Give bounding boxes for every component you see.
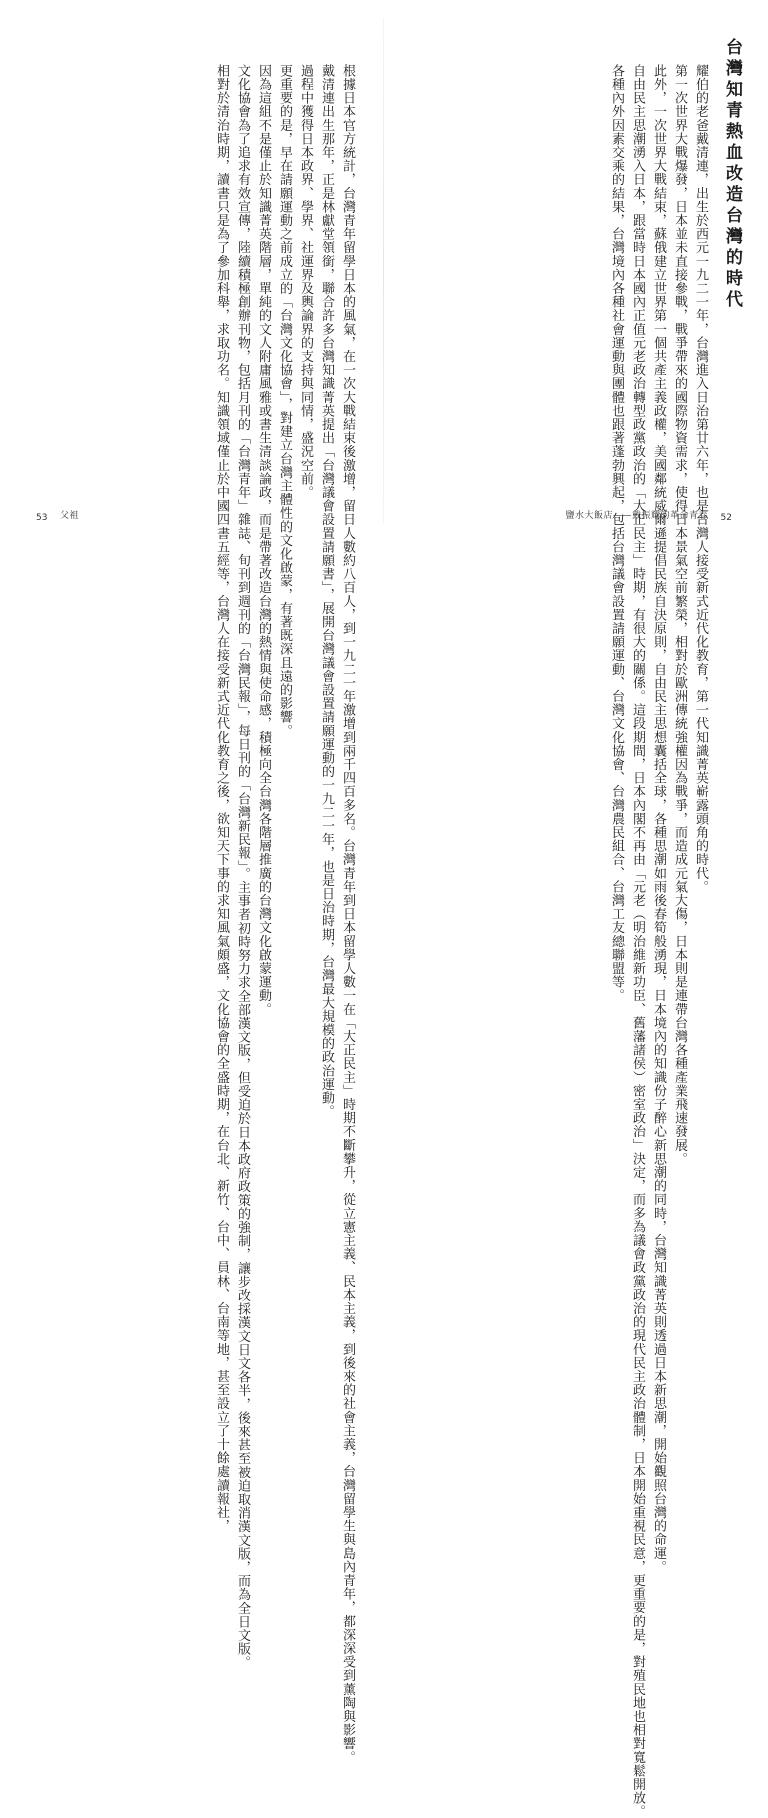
paragraph: 因為這組不是僅止於知識菁英階層，單純的文人附庸風雅或書生清談論政，而是帶著改造台灣的熱情與使命感，積極向全台灣各階層推廣的台灣文化啟蒙運動。 (256, 64, 271, 1016)
page-number-digit: 52 (720, 513, 732, 523)
paragraph: 相對於清治時期，讀書只是為了參加科舉，求取功名。知識領域僅止於中國四書五經等，台灣人在接受新式近代化教育之後，欲知天下事的求知風氣頗盛，文化協會的全盛時期，在台北、新竹、台中、員林、台南等地，甚至設立了十餘處讀報社， (214, 64, 229, 1533)
paragraph: 此外，一次世界大戰結束，蘇俄建立世界第一個共產主義政權，美國鄰統威爾遜提倡民族自決原則，自由民主思想囊括全球，各種思潮如雨後春筍般湧現，日本境內的知識份子醉心新思潮的同時，台灣知識菁英則透過日本新思潮，開始觀照台灣的命運。 (651, 64, 666, 1574)
paragraph: 各種內外因素交乘的結果，台灣境內各種社會運動與團體也跟著蓬勃興起，包括台灣議會設置請願運動、台灣文化協會、台灣農民組合、台灣工友總聯盟等。 (609, 64, 624, 1003)
running-head: 父祖 (60, 511, 80, 521)
paragraph: 戴清連出生那年，正是林獻堂領銜，聯合許多台灣知識菁英提出「台灣議會設置請願書」，展開台灣議會設置請願運動的一九二一年，也是日治時期，台灣最大規模的政治運動。 (319, 64, 334, 1119)
page-number (721, 514, 732, 523)
paragraph: 更重要的是，早在請願運動之前成立的「台灣文化協會」，對建立台灣主體性的文化啟蒙，有著既深且遠的影響。 (277, 64, 292, 738)
page-number-digit: 53 (36, 513, 48, 523)
paragraph: 第一次世界大戰爆發，日本並未直接參戰，戰爭帶來的國際物資需求，使得日本景氣空前繁榮，相對於歐洲傳統強權因為戰爭，而造成元氣大傷，日本則是連帶台灣各種產業飛速發展。 (672, 64, 687, 1166)
chapter-title: 台灣知青熱血改造台灣的時代 (722, 38, 742, 311)
paragraph: 文化協會為了追求有效宣傳，陸續積極創辦刊物，包括月刊的「台灣青年」雜誌、旬刊到週刊的「台灣民報」，每日刊的「台灣新民報」。主事者初時努力求全部漢文版，但受迫於日本政府政策的強制，讓步改採漢文日文各半，後來甚至被迫取消漢文版，而為全日文版。 (235, 64, 250, 1670)
running-head: 鹽水大飯店——戴振耀的革命青春 (565, 511, 708, 521)
left-page (0, 0, 383, 1764)
paragraph: 耀伯的老爸戴清連，出生於西元一九二一年，台灣進入日治第廿六年，也是台灣人接受新式近代化教育，第一代知識菁英嶄露頭角的時代。 (693, 64, 708, 894)
paragraph: 根據日本官方統計，台灣青年留學日本的風氣，在一次大戰結束後激增，留日人數約八百人，到一九二一年激增到兩千四百多名。台灣青年到日本留學人數一在「大正民主」時期不斷攀升，從立憲主義、民本主義，到後來的社會主義，台灣留學生與島內青年，都深深受到薰陶與影響。 (340, 64, 355, 1764)
right-page (384, 0, 768, 1818)
page-number (36, 514, 47, 523)
paragraph: 過程中獲得日本政界、學界、社運界及輿論界的支持與同情，盛況空前。 (298, 64, 313, 500)
paragraph: 自由民主思潮湧入日本，跟當時日本國內正值元老政治轉型政黨政治的「大正民主」時期，有很大的關係。這段期間，日本內閣不再由「元老（明治維新功臣、舊藩諸侯）密室政治」決定，而多為議會政黨政治的現代民主政治體制，日本開始重視民意，更重要的是，對殖民地也相對寬鬆開放。 (630, 64, 645, 1818)
